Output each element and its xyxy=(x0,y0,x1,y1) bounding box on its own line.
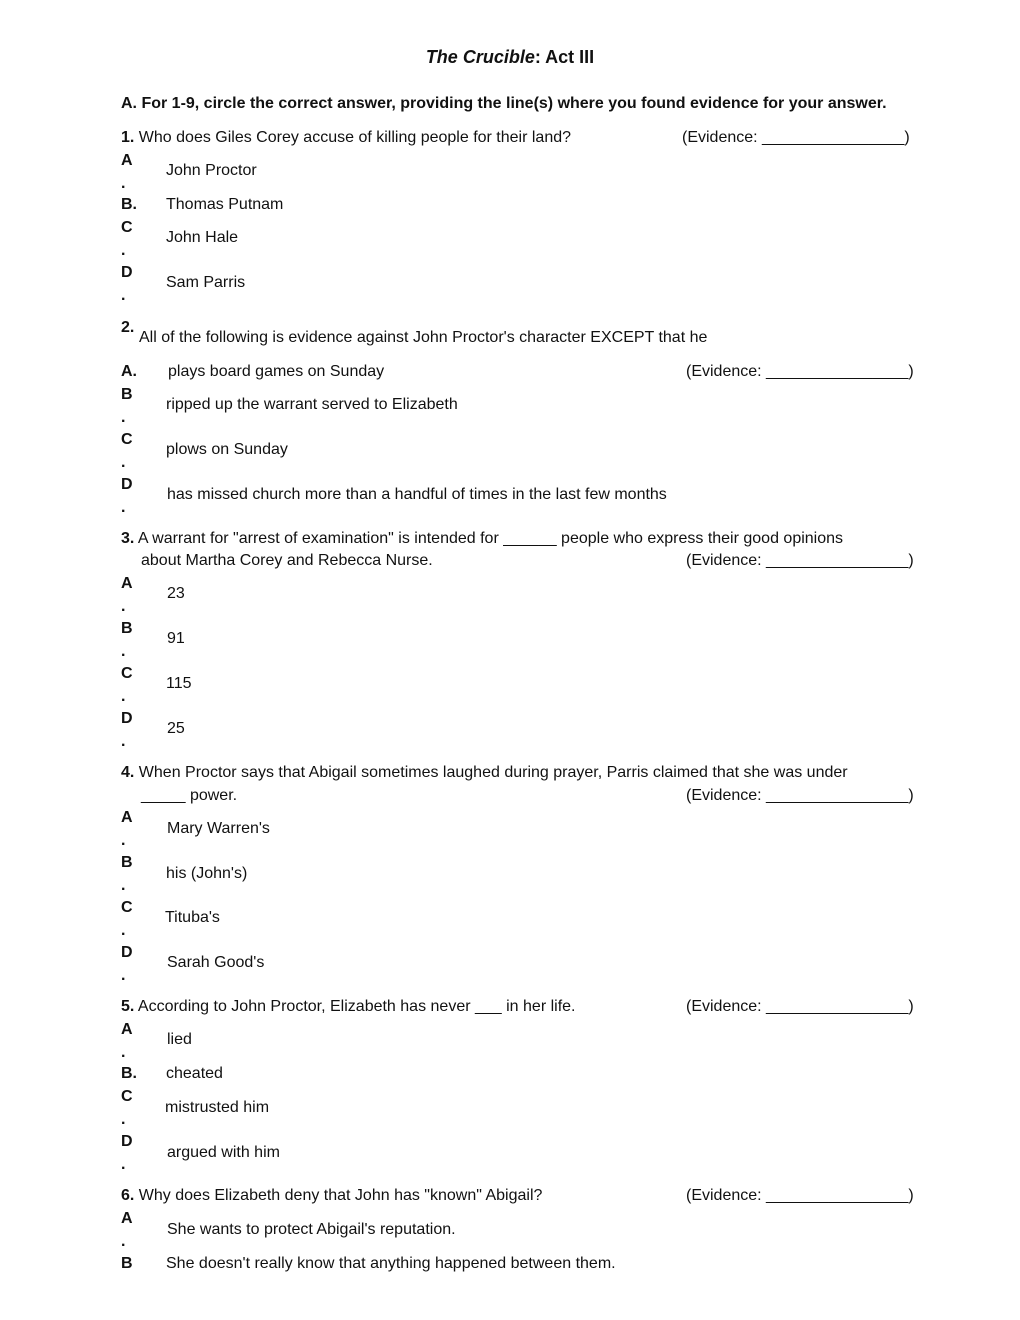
option-b: his (John's) xyxy=(166,865,248,882)
option-letter: D xyxy=(121,264,133,281)
evidence-blank: (Evidence: ________________) xyxy=(686,787,914,804)
question-number: 2. xyxy=(121,319,135,336)
option-letter-dot: . xyxy=(121,499,126,516)
option-letter: A xyxy=(121,1021,133,1038)
option-letter: B xyxy=(121,1255,133,1272)
evidence-blank: (Evidence: ________________) xyxy=(686,552,914,569)
option-b: 91 xyxy=(167,630,185,647)
page-title xyxy=(0,47,1020,68)
question-number: 4. xyxy=(121,764,135,781)
question-6 xyxy=(121,1186,542,1206)
question-text: Why does Elizabeth deny that John has "known" Abigail? xyxy=(138,1187,543,1204)
option-letter-dot: . xyxy=(121,409,126,426)
option-letter-dot: . xyxy=(121,1156,126,1173)
option-letter: A xyxy=(121,152,133,169)
option-b: ripped up the warrant served to Elizabeth xyxy=(166,396,458,413)
option-letter-dot: . xyxy=(121,242,126,259)
evidence-blank: (Evidence: ________________) xyxy=(686,1187,914,1204)
option-letter-dot: . xyxy=(121,643,126,660)
option-letter-dot: . xyxy=(121,1233,126,1250)
option-c: Tituba's xyxy=(165,909,220,926)
option-letter: A xyxy=(121,575,133,592)
question-1 xyxy=(121,128,571,148)
option-letter: C xyxy=(121,899,133,916)
option-letter: A xyxy=(121,1210,133,1227)
option-letter: B. xyxy=(121,196,137,213)
option-d: Sam Parris xyxy=(166,274,246,291)
option-letter-dot: . xyxy=(121,877,126,894)
question-text: Who does Giles Corey accuse of killing people for their land? xyxy=(138,129,572,146)
option-b: cheated xyxy=(166,1065,223,1082)
option-a: plays board games on Sunday xyxy=(168,363,385,380)
option-letter: D xyxy=(121,1133,133,1150)
option-letter-dot: . xyxy=(121,175,126,192)
title-italic: The Crucible xyxy=(425,47,535,67)
option-letter-dot: . xyxy=(121,598,126,615)
question-3-line-2: about Martha Corey and Rebecca Nurse. xyxy=(141,552,433,569)
option-c: John Hale xyxy=(166,229,239,246)
evidence-blank: (Evidence: ________________) xyxy=(686,998,914,1015)
option-a: John Proctor xyxy=(166,162,257,179)
title-rest: : Act III xyxy=(534,47,595,67)
option-letter-dot: . xyxy=(121,967,126,984)
option-letter: B. xyxy=(121,1065,137,1082)
option-b: Thomas Putnam xyxy=(166,196,284,213)
option-a: Mary Warren's xyxy=(167,820,270,837)
question-number: 5. xyxy=(121,998,135,1015)
option-letter-dot: . xyxy=(121,454,126,471)
option-letter: A xyxy=(121,809,133,826)
option-letter-dot: . xyxy=(121,922,126,939)
option-letter-dot: . xyxy=(121,1111,126,1128)
option-letter-dot: . xyxy=(121,832,126,849)
instructions: A. For 1-9, circle the correct answer, providing the line(s) where you found evidence for your answer. xyxy=(121,95,887,112)
question-number: 6. xyxy=(121,1187,135,1204)
option-letter: A. xyxy=(121,363,137,380)
option-c: mistrusted him xyxy=(165,1099,270,1116)
question-2: All of the following is evidence against John Proctor's character EXCEPT that he xyxy=(139,329,708,346)
option-d: 25 xyxy=(167,720,185,737)
option-letter: C xyxy=(121,219,133,236)
question-text: According to John Proctor, Elizabeth has never ___ in her life. xyxy=(137,998,576,1015)
option-letter-dot: . xyxy=(121,287,126,304)
question-number: 3. xyxy=(121,530,135,547)
option-letter-dot: . xyxy=(121,1044,126,1061)
evidence-blank: (Evidence: ________________) xyxy=(682,129,910,146)
question-3 xyxy=(121,529,843,549)
question-4 xyxy=(121,763,848,783)
option-letter-dot: . xyxy=(121,733,126,750)
option-letter: B xyxy=(121,386,133,403)
option-letter: C xyxy=(121,431,133,448)
question-4-line-2: _____ power. xyxy=(141,787,238,804)
option-a: She wants to protect Abigail's reputation. xyxy=(167,1221,456,1238)
option-d: argued with him xyxy=(167,1144,280,1161)
option-letter: D xyxy=(121,944,133,961)
option-a: 23 xyxy=(167,585,185,602)
option-c: plows on Sunday xyxy=(166,441,288,458)
option-letter-dot: . xyxy=(121,688,126,705)
option-b: She doesn't really know that anything happened between them. xyxy=(166,1255,616,1272)
question-text: When Proctor says that Abigail sometimes laughed during prayer, Parris claimed that she was under xyxy=(138,764,848,781)
option-d: Sarah Good's xyxy=(167,954,265,971)
evidence-blank: (Evidence: ________________) xyxy=(686,363,914,380)
question-5 xyxy=(121,997,576,1017)
option-letter: B xyxy=(121,620,133,637)
option-a: lied xyxy=(167,1031,192,1048)
option-letter: B xyxy=(121,854,133,871)
option-letter: D xyxy=(121,710,133,727)
question-text: A warrant for "arrest of examination" is intended for ______ people who express their good opinions xyxy=(137,530,844,547)
option-c: 115 xyxy=(166,675,192,692)
option-letter: C xyxy=(121,1088,133,1105)
option-d: has missed church more than a handful of times in the last few months xyxy=(167,486,667,503)
option-letter: D xyxy=(121,476,133,493)
option-letter: C xyxy=(121,665,133,682)
question-number: 1. xyxy=(121,129,135,146)
